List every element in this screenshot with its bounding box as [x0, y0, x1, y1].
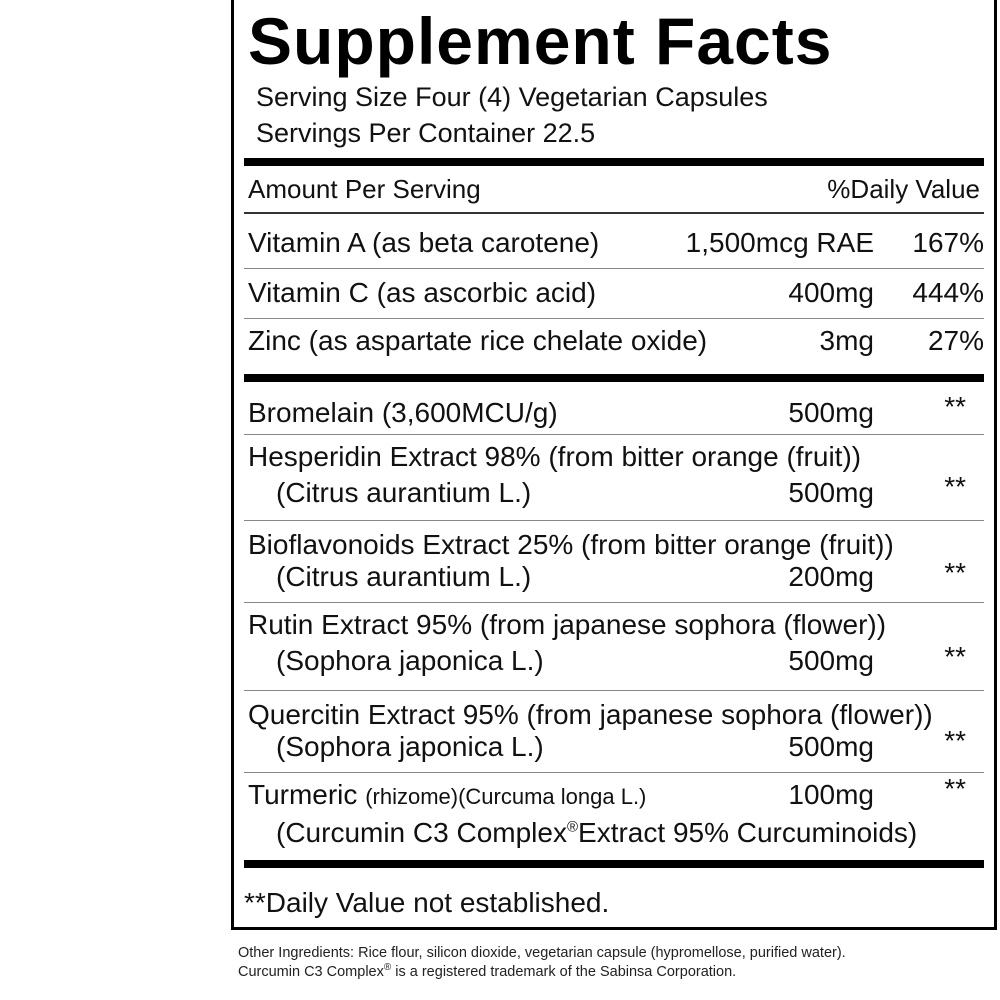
trademark-text: is a registered trademark of the Sabinsa Corporation.: [391, 964, 737, 980]
supplement-facts-panel: [231, 0, 997, 930]
servings-per-container: Servings Per Container 22.5: [256, 118, 596, 148]
row-divider: [244, 520, 984, 521]
thick-divider: [244, 374, 984, 382]
row-divider: [244, 268, 984, 269]
trademark-note: [238, 963, 998, 982]
daily-value-note: **Daily Value not established.: [244, 887, 610, 918]
bromelain-amount: 500mg: [788, 397, 874, 428]
panel-title: Supplement Facts: [248, 4, 833, 78]
registered-mark: ®: [383, 962, 392, 974]
thick-divider: [244, 860, 984, 868]
bromelain-dv: **: [944, 391, 966, 422]
quercitin-amount: 500mg: [788, 731, 874, 762]
header-divider: [244, 212, 984, 214]
row-divider: [244, 690, 984, 691]
vitamin-a-amount: 1,500mcg RAE: [685, 227, 874, 258]
vitamin-c-amount: 400mg: [788, 277, 874, 308]
rutin-amount: 500mg: [788, 645, 874, 676]
bioflavonoids-amount: 200mg: [788, 561, 874, 592]
quercitin-source: (Sophora japonica L.): [276, 731, 544, 762]
footer-notes: [238, 944, 998, 982]
row-divider: [244, 434, 984, 435]
turmeric-source: (rhizome)(Curcuma longa L.): [365, 784, 647, 809]
bioflavonoids-name: Bioflavonoids Extract 25% (from bitter orange (fruit)): [248, 529, 894, 560]
vitamin-c-name: Vitamin C (as ascorbic acid): [248, 277, 597, 308]
zinc-name: Zinc (as aspartate rice chelate oxide): [248, 325, 708, 356]
amount-per-serving-header: Amount Per Serving: [248, 174, 481, 204]
curcumin-name: (Curcumin C3 Complex: [276, 817, 567, 848]
turmeric-amount: 100mg: [788, 779, 874, 810]
row-divider: [244, 602, 984, 603]
hesperidin-name: Hesperidin Extract 98% (from bitter orange (fruit)): [248, 441, 862, 472]
turmeric-name: Turmeric: [248, 779, 358, 810]
bromelain-name: Bromelain (3,600MCU/g): [248, 397, 558, 428]
zinc-amount: 3mg: [819, 325, 874, 356]
registered-mark: ®: [566, 818, 579, 836]
daily-value-header: %Daily Value: [827, 174, 980, 204]
bioflavonoids-source: (Citrus aurantium L.): [276, 561, 532, 592]
rutin-source: (Sophora japonica L.): [276, 645, 544, 676]
vitamin-a-dv: 167%: [912, 227, 984, 258]
curcumin-line: [276, 816, 917, 850]
serving-size: Serving Size Four (4) Vegetarian Capsules: [256, 82, 768, 112]
hesperidin-amount: 500mg: [788, 477, 874, 508]
row-divider: [244, 772, 984, 773]
quercitin-name: Quercitin Extract 95% (from japanese sophora (flower)): [248, 699, 933, 730]
vitamin-a-name: Vitamin A (as beta carotene): [248, 227, 600, 258]
thick-divider: [244, 158, 984, 166]
curcumin-extract: Extract 95% Curcuminoids): [578, 817, 918, 848]
zinc-dv: 27%: [927, 325, 984, 356]
turmeric-dv: **: [944, 773, 966, 804]
hesperidin-source: (Citrus aurantium L.): [276, 477, 532, 508]
quercitin-dv: **: [944, 725, 966, 756]
rutin-name: Rutin Extract 95% (from japanese sophora (flower)): [248, 609, 887, 640]
vitamin-c-dv: 444%: [912, 277, 984, 308]
bioflavonoids-dv: **: [944, 557, 966, 588]
rutin-dv: **: [944, 641, 966, 672]
row-divider: [244, 318, 984, 319]
other-ingredients: Other Ingredients: Rice flour, silicon dioxide, vegetarian capsule (hypromellose, purified water).: [238, 945, 846, 961]
trademark-name: Curcumin C3 Complex: [238, 964, 384, 980]
hesperidin-dv: **: [944, 471, 966, 502]
turmeric-name-line: [248, 778, 646, 814]
